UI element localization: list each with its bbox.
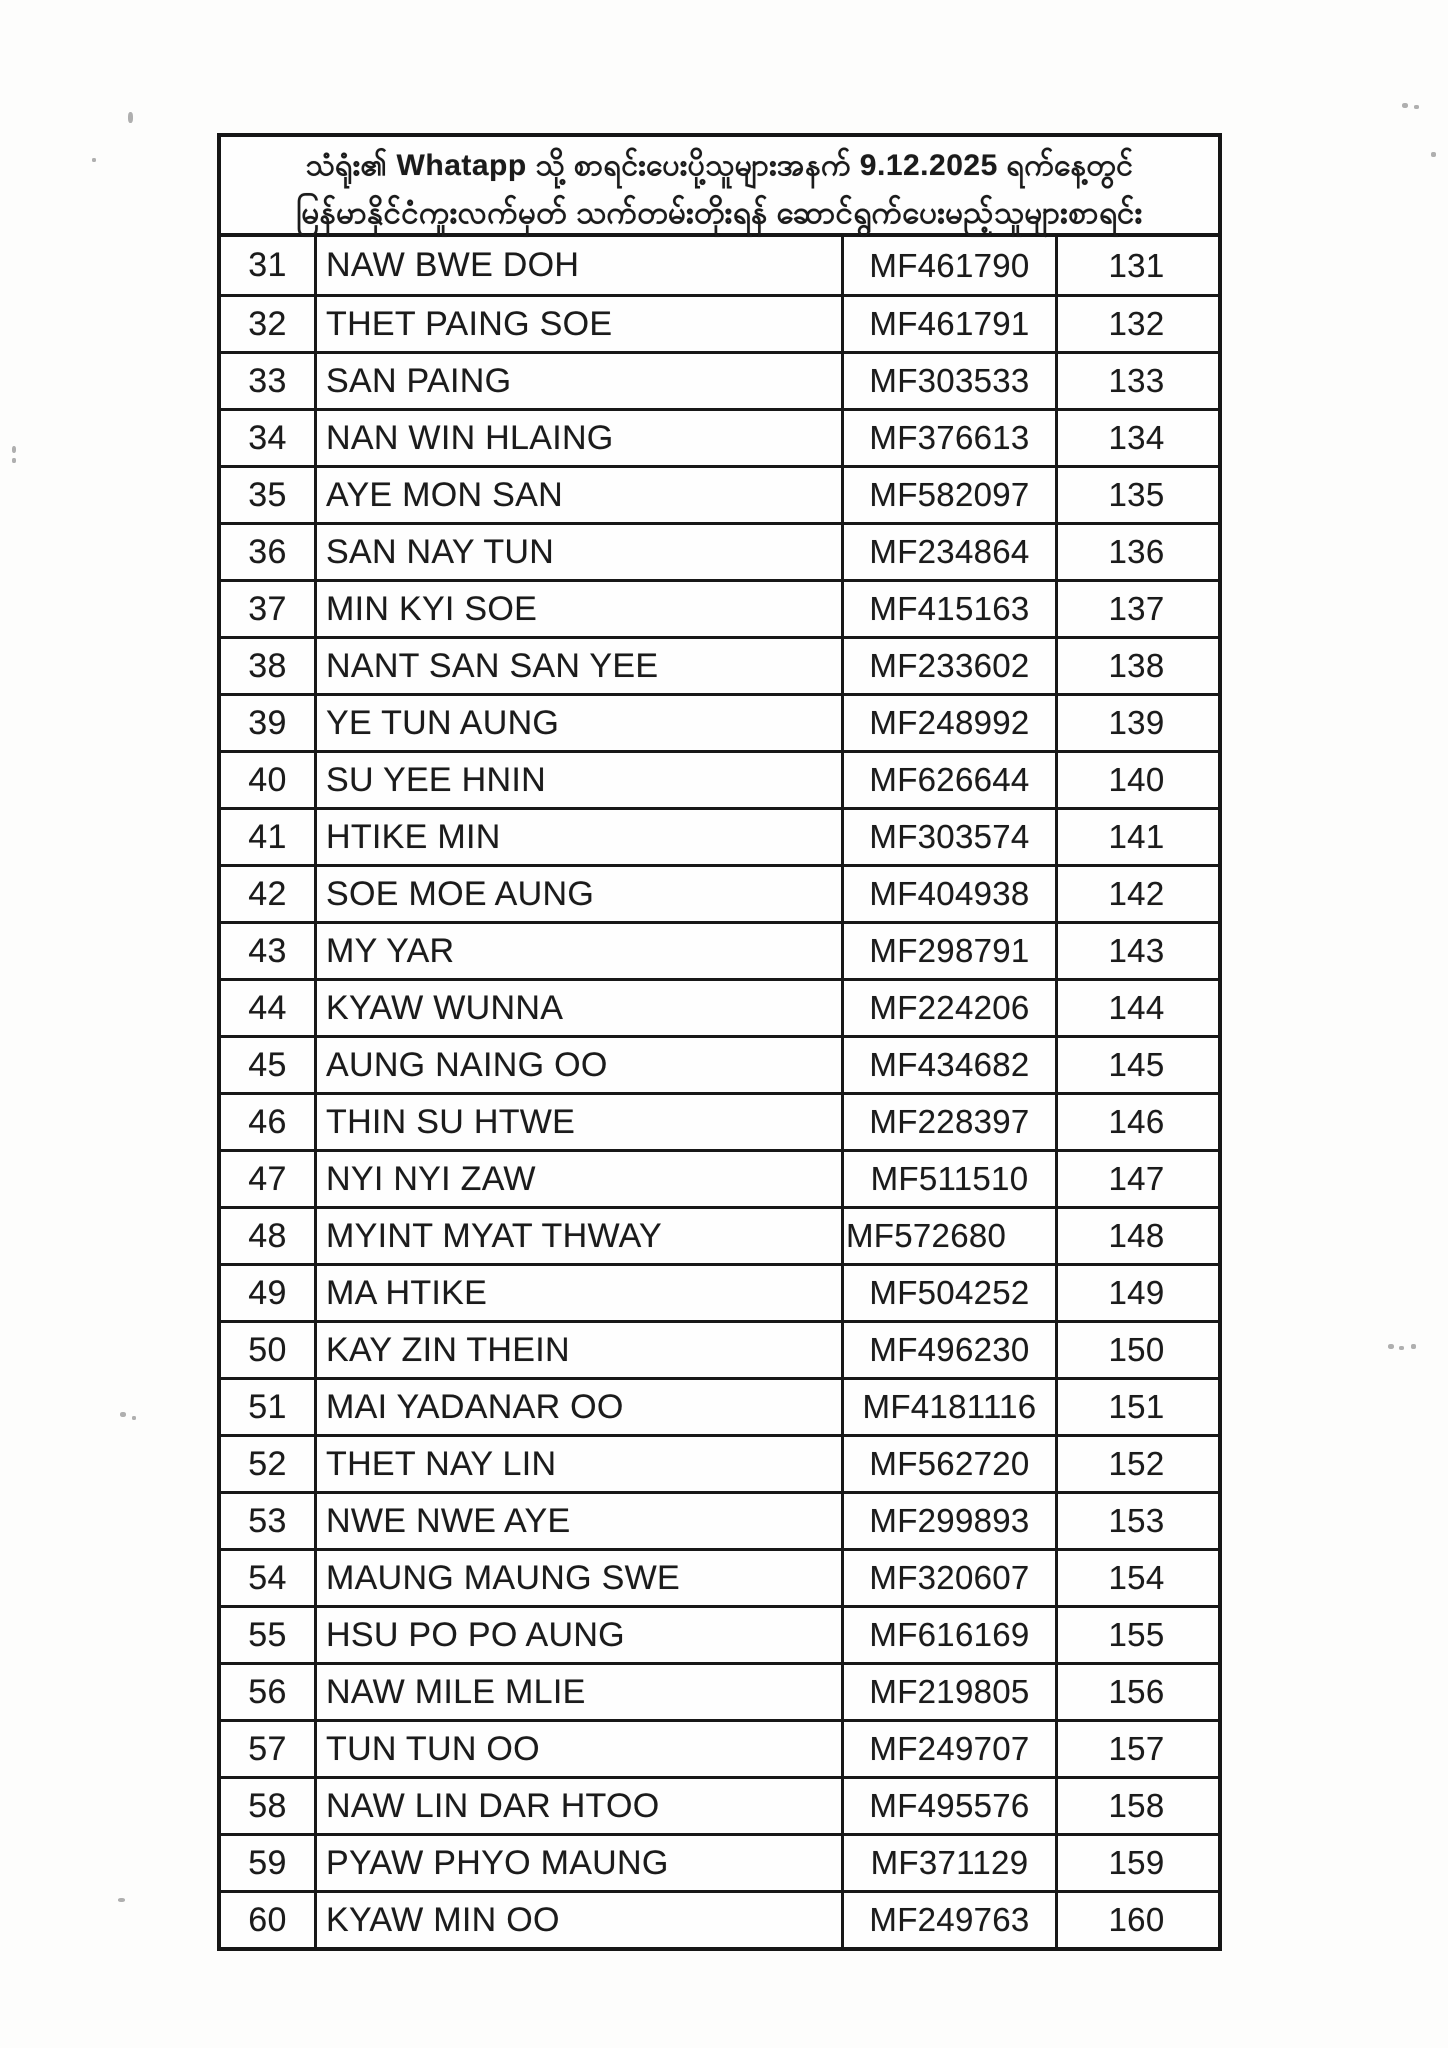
row-number-cell: 50 [221,1323,317,1377]
row-number-cell: 45 [221,1038,317,1092]
name-cell: AUNG NAING OO [317,1038,844,1092]
serial-number-cell: 134 [1108,419,1165,456]
row-number-cell: 36 [221,525,317,579]
table-row [221,978,1218,1035]
passport-number-cell: MF228397 [844,1095,1058,1149]
scan-artifact [118,1898,125,1902]
name-cell: NAW BWE DOH [317,237,844,294]
serial-number-cell: 133 [1108,362,1165,399]
table-row [221,693,1218,750]
name-cell: AYE MON SAN [317,468,844,522]
row-number-cell: 31 [221,237,317,294]
row-number-cell: 32 [221,297,317,351]
table-row [221,1320,1218,1377]
passport-number-cell: MF504252 [844,1266,1058,1320]
row-number-cell: 57 [221,1722,317,1776]
table-row [221,408,1218,465]
row-number-cell: 39 [221,696,317,750]
row-number-cell: 40 [221,753,317,807]
table-row [221,1206,1218,1263]
scan-artifact [1431,152,1436,157]
row-number-cell: 33 [221,354,317,408]
name-cell: MY YAR [317,924,844,978]
serial-number-cell: 150 [1108,1331,1165,1368]
passport-number-cell: MF299893 [844,1494,1058,1548]
table-row [221,294,1218,351]
row-number-cell: 58 [221,1779,317,1833]
name-cell: MA HTIKE [317,1266,844,1320]
serial-number-cell: 142 [1108,875,1165,912]
table-row [221,636,1218,693]
scan-artifact [1411,1344,1416,1349]
passport-number-cell: MF404938 [844,867,1058,921]
serial-number-cell: 153 [1108,1502,1165,1539]
table-row [221,522,1218,579]
serial-number-cell: 148 [1108,1217,1165,1254]
passport-number-cell: MF572680 [844,1209,1058,1263]
serial-number-cell: 136 [1108,533,1165,570]
name-cell: SOE MOE AUNG [317,867,844,921]
table-row [221,1377,1218,1434]
name-cell: KYAW MIN OO [317,1893,844,1947]
passport-number-cell: MF616169 [844,1608,1058,1662]
name-cell: HSU PO PO AUNG [317,1608,844,1662]
serial-number-cell: 143 [1108,932,1165,969]
name-cell: SAN NAY TUN [317,525,844,579]
name-cell: YE TUN AUNG [317,696,844,750]
row-number-cell: 49 [221,1266,317,1320]
serial-number-cell: 160 [1108,1901,1165,1938]
serial-number-cell: 154 [1108,1559,1165,1596]
row-number-cell: 42 [221,867,317,921]
passport-number-cell: MF434682 [844,1038,1058,1092]
passport-number-cell: MF233602 [844,639,1058,693]
passport-number-cell: MF248992 [844,696,1058,750]
row-number-cell: 37 [221,582,317,636]
table-row [221,465,1218,522]
scan-artifact [1388,1344,1394,1349]
table-row [221,1263,1218,1320]
table-row [221,1719,1218,1776]
passport-renewal-table [217,133,1222,1951]
scan-artifact [120,1412,126,1417]
row-number-cell: 55 [221,1608,317,1662]
table-row [221,1491,1218,1548]
serial-number-cell: 146 [1108,1103,1165,1140]
scan-artifact [1402,103,1408,108]
row-number-cell: 60 [221,1893,317,1947]
row-number-cell: 43 [221,924,317,978]
table-row [221,1035,1218,1092]
row-number-cell: 53 [221,1494,317,1548]
table-row [221,1662,1218,1719]
name-cell: MAUNG MAUNG SWE [317,1551,844,1605]
scan-artifact [92,158,96,162]
serial-number-cell: 147 [1108,1160,1165,1197]
name-cell: NAN WIN HLAING [317,411,844,465]
scan-artifact [12,446,16,453]
passport-number-cell: MF4181116 [844,1380,1058,1434]
name-cell: NAW MILE MLIE [317,1665,844,1719]
serial-number-cell: 157 [1108,1730,1165,1767]
row-number-cell: 56 [221,1665,317,1719]
title-line-1: သံရုံး၏ Whatapp သို့ စာရင်းပေးပို့သူများအနက် 9.12.2025 ရက်နေ့တွင် [305,149,1134,182]
row-number-cell: 46 [221,1095,317,1149]
serial-number-cell: 155 [1108,1616,1165,1653]
name-cell: SU YEE HNIN [317,753,844,807]
name-cell: THET PAING SOE [317,297,844,351]
serial-number-cell: 141 [1108,818,1165,855]
name-cell: KAY ZIN THEIN [317,1323,844,1377]
row-number-cell: 59 [221,1836,317,1890]
row-number-cell: 38 [221,639,317,693]
name-cell: NANT SAN SAN YEE [317,639,844,693]
passport-number-cell: MF376613 [844,411,1058,465]
scan-artifact [132,1416,136,1420]
passport-number-cell: MF320607 [844,1551,1058,1605]
table-row [221,1548,1218,1605]
serial-number-cell: 149 [1108,1274,1165,1311]
title-line-2: မြန်မာနိုင်ငံကူးလက်မှတ် သက်တမ်းတိုးရန် ဆောင်ရွက်ပေးမည့်သူများစာရင်း [296,195,1143,230]
row-number-cell: 35 [221,468,317,522]
serial-number-cell: 152 [1108,1445,1165,1482]
passport-number-cell: MF249707 [844,1722,1058,1776]
name-cell: THIN SU HTWE [317,1095,844,1149]
passport-number-cell: MF562720 [844,1437,1058,1491]
name-cell: NAW LIN DAR HTOO [317,1779,844,1833]
row-number-cell: 54 [221,1551,317,1605]
passport-number-cell: MF582097 [844,468,1058,522]
passport-number-cell: MF415163 [844,582,1058,636]
passport-number-cell: MF249763 [844,1893,1058,1947]
serial-number-cell: 144 [1108,989,1165,1026]
name-cell: SAN PAING [317,354,844,408]
passport-number-cell: MF303574 [844,810,1058,864]
row-number-cell: 44 [221,981,317,1035]
table-row [221,1149,1218,1206]
table-title [221,137,1218,237]
passport-number-cell: MF511510 [844,1152,1058,1206]
table-row [221,1890,1218,1947]
passport-number-cell: MF495576 [844,1779,1058,1833]
passport-number-cell: MF303533 [844,354,1058,408]
passport-number-cell: MF298791 [844,924,1058,978]
name-cell: MAI YADANAR OO [317,1380,844,1434]
row-number-cell: 52 [221,1437,317,1491]
table-row [221,1092,1218,1149]
table-row [221,579,1218,636]
name-cell: TUN TUN OO [317,1722,844,1776]
serial-number-cell: 132 [1108,305,1165,342]
name-cell: NYI NYI ZAW [317,1152,844,1206]
table-row [221,750,1218,807]
passport-number-cell: MF224206 [844,981,1058,1035]
table-row [221,1434,1218,1491]
scan-artifact [1399,1346,1404,1350]
serial-number-cell: 139 [1108,704,1165,741]
row-number-cell: 41 [221,810,317,864]
serial-number-cell: 158 [1108,1787,1165,1824]
passport-number-cell: MF371129 [844,1836,1058,1890]
row-number-cell: 34 [221,411,317,465]
table-row [221,1776,1218,1833]
scan-artifact [128,112,133,123]
serial-number-cell: 156 [1108,1673,1165,1710]
table-row [221,807,1218,864]
serial-number-cell: 159 [1108,1844,1165,1881]
serial-number-cell: 135 [1108,476,1165,513]
passport-number-cell: MF461791 [844,297,1058,351]
serial-number-cell: 131 [1108,246,1165,284]
row-number-cell: 47 [221,1152,317,1206]
table-row [221,237,1218,294]
table-row [221,1605,1218,1662]
table-row [221,864,1218,921]
name-cell: PYAW PHYO MAUNG [317,1836,844,1890]
row-number-cell: 48 [221,1209,317,1263]
passport-number-cell: MF496230 [844,1323,1058,1377]
row-number-cell: 51 [221,1380,317,1434]
name-cell: THET NAY LIN [317,1437,844,1491]
name-cell: NWE NWE AYE [317,1494,844,1548]
serial-number-cell: 137 [1108,590,1165,627]
table-row [221,921,1218,978]
name-cell: MIN KYI SOE [317,582,844,636]
name-cell: KYAW WUNNA [317,981,844,1035]
scan-artifact [12,458,16,463]
table-row [221,351,1218,408]
passport-number-cell: MF219805 [844,1665,1058,1719]
serial-number-cell: 138 [1108,647,1165,684]
serial-number-cell: 151 [1108,1388,1165,1425]
table-body [221,237,1218,1947]
table-row [221,1833,1218,1890]
name-cell: MYINT MYAT THWAY [317,1209,844,1263]
scan-artifact [1414,105,1419,109]
passport-number-cell: MF461790 [844,237,1058,294]
name-cell: HTIKE MIN [317,810,844,864]
serial-number-cell: 145 [1108,1046,1165,1083]
serial-number-cell: 140 [1108,761,1165,798]
passport-number-cell: MF626644 [844,753,1058,807]
passport-number-cell: MF234864 [844,525,1058,579]
